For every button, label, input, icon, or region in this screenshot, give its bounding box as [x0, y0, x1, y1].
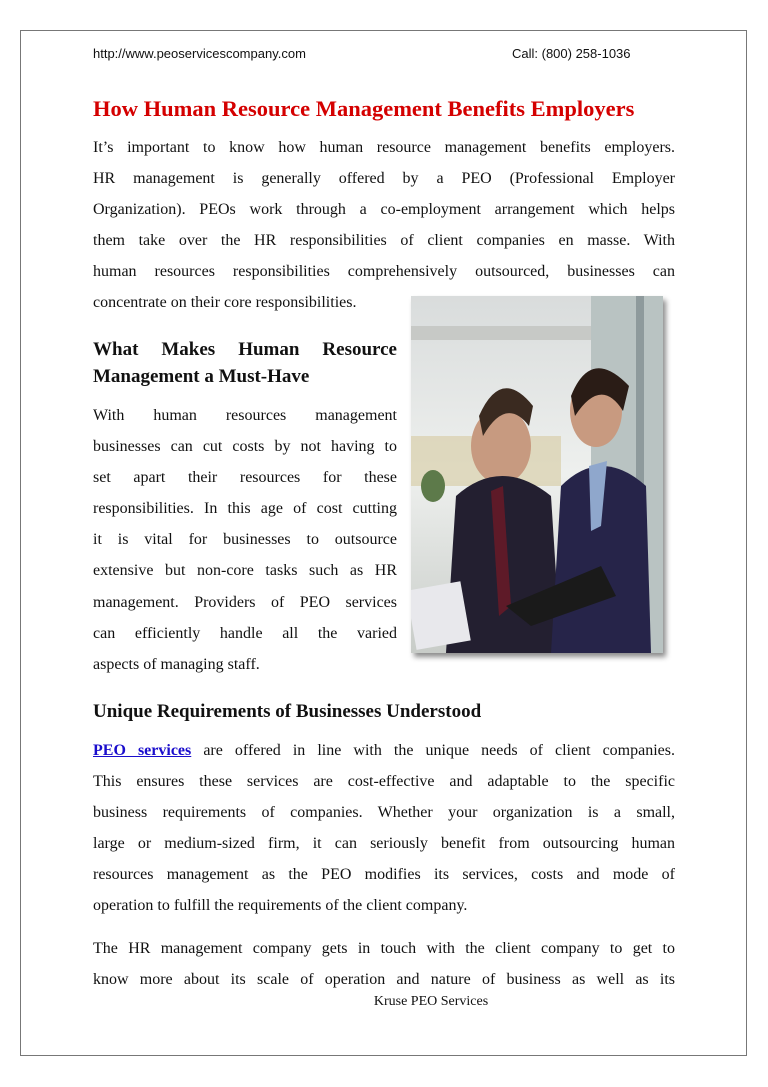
text-line — [93, 735, 675, 766]
header-phone: Call: (800) 258-1036 — [512, 46, 631, 61]
section-heading-unique-requirements: Unique Requirements of Businesses Understood — [93, 701, 482, 722]
heading-line: Management a Must-Have — [93, 366, 310, 387]
text-line: With human resources management — [93, 407, 397, 424]
peo-services-link[interactable]: PEO services — [93, 742, 192, 759]
text-line: The HR management company gets in touch with the client company to get to — [93, 940, 675, 957]
text-line: know more about its scale of operation and nature of business as well as its — [93, 971, 675, 989]
text-line: Organization). PEOs work through a co-employment arrangement which helps — [93, 201, 675, 219]
text-line: human resources responsibilities comprehensively outsourced, businesses can — [93, 263, 675, 281]
intro-paragraph — [93, 132, 675, 319]
text-line: aspects of managing staff. — [93, 655, 260, 673]
text-line: management. Providers of PEO services — [93, 593, 397, 611]
text-segment: are offered in line with the unique needs of client companies. — [191, 742, 676, 759]
must-have-paragraph — [93, 400, 397, 680]
text-line: can efficiently handle all the varied — [93, 624, 397, 642]
text-line: HR management is generally offered by a PEO (Professional Employer — [93, 170, 675, 188]
hr-company-paragraph — [93, 933, 675, 995]
text-line: resources management as the PEO modifies its services, costs and mode of — [93, 866, 675, 884]
unique-requirements-paragraph — [93, 735, 675, 922]
text-line: large or medium-sized firm, it can seriously benefit from outsourcing human — [93, 835, 675, 853]
text-line: This ensures these services are cost-effective and adaptable to the specific — [93, 773, 675, 791]
text-line: It’s important to know how human resource management benefits employers. — [93, 139, 675, 156]
text-line: business requirements of companies. Whether your organization is a small, — [93, 804, 675, 822]
text-line: concentrate on their core responsibilities. — [93, 294, 357, 312]
page-footer: Kruse PEO Services — [373, 994, 489, 1009]
section-heading-must-have — [93, 336, 397, 390]
text-line: responsibilities. In this age of cost cutting — [93, 500, 397, 518]
businessmen-photo — [411, 296, 663, 653]
page-title: How Human Resource Management Benefits Employers — [93, 96, 635, 121]
text-line: operation to fulfill the requirements of the client company. — [93, 897, 468, 915]
text-line: extensive but non-core tasks such as HR — [93, 562, 397, 580]
header-url: http://www.peoservicescompany.com — [93, 46, 306, 61]
text-line: it is vital for businesses to outsource — [93, 531, 397, 549]
text-line: businesses can cut costs by not having to — [93, 438, 397, 456]
text-line: them take over the HR responsibilities of client companies en masse. With — [93, 232, 675, 250]
text-line: set apart their resources for these — [93, 469, 397, 487]
heading-line: What Makes Human Resource — [93, 339, 397, 360]
